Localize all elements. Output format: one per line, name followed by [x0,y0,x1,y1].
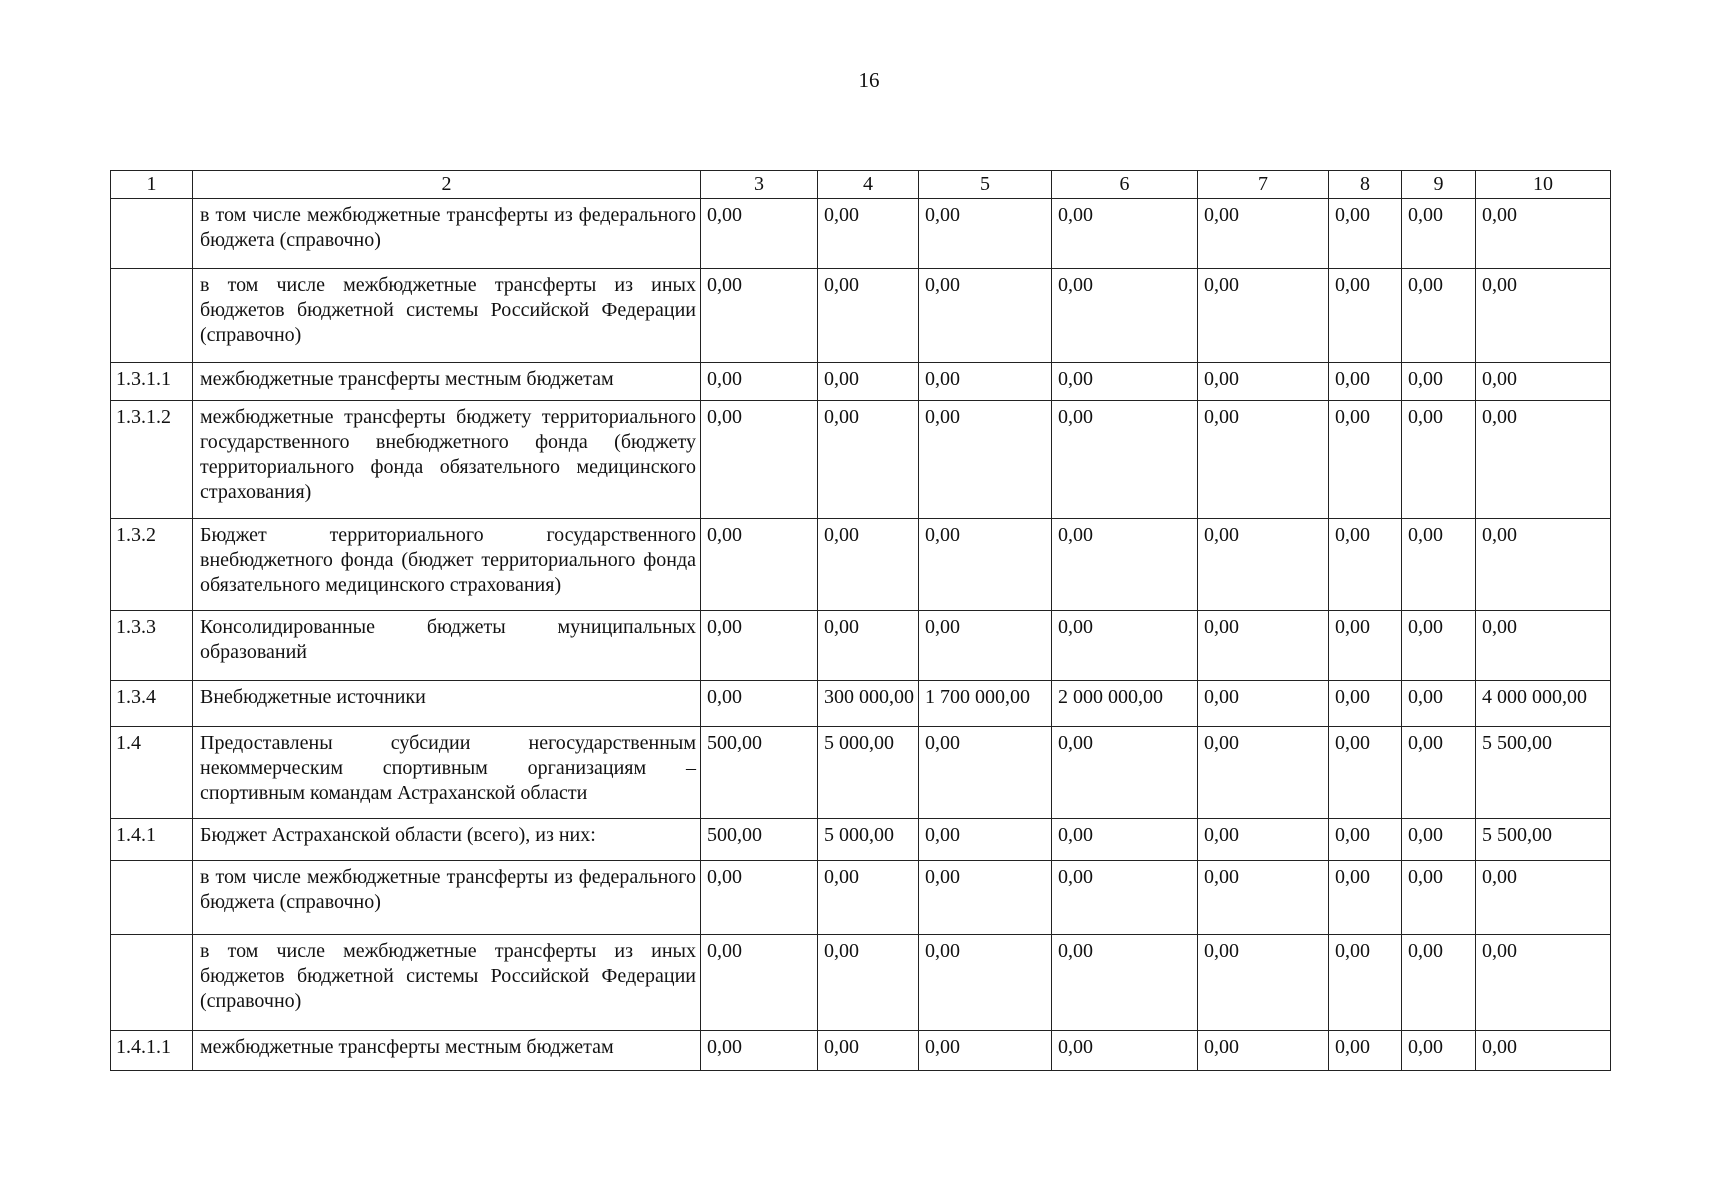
row-code: 1.4.1.1 [111,1031,193,1071]
row-value-col-8: 0,00 [1329,611,1402,681]
row-value-col-10: 0,00 [1476,269,1611,363]
column-header: 9 [1402,171,1476,199]
row-value-col-4: 5 000,00 [818,727,919,819]
row-value-col-8: 0,00 [1329,819,1402,861]
row-value-col-4: 0,00 [818,199,919,269]
row-value-col-7: 0,00 [1198,1031,1329,1071]
row-value-col-10: 0,00 [1476,1031,1611,1071]
table-header-row [111,171,1611,199]
row-value-col-8: 0,00 [1329,519,1402,611]
row-value-col-10: 4 000 000,00 [1476,681,1611,727]
table-row [111,681,1611,727]
row-value-col-9: 0,00 [1402,861,1476,935]
column-header: 1 [111,171,193,199]
row-name: Бюджет территориального государственного внебюджетного фонда (бюджет территориального фонда обязательного медицинского страхования) [193,519,701,611]
row-name: межбюджетные трансферты бюджету территориального государственного внебюджетного фонда (бюджету территориального фонда обязательного медицинского страхования) [193,401,701,519]
row-code: 1.3.2 [111,519,193,611]
table-row [111,727,1611,819]
row-value-col-5: 0,00 [919,611,1052,681]
row-value-col-9: 0,00 [1402,819,1476,861]
row-value-col-3: 500,00 [701,819,818,861]
row-value-col-9: 0,00 [1402,519,1476,611]
table-row [111,199,1611,269]
row-value-col-5: 0,00 [919,819,1052,861]
table-row [111,519,1611,611]
row-name: в том числе межбюджетные трансферты из федерального бюджета (справочно) [193,861,701,935]
row-value-col-4: 0,00 [818,1031,919,1071]
row-value-col-4: 0,00 [818,935,919,1031]
row-value-col-3: 0,00 [701,363,818,401]
row-value-col-10: 0,00 [1476,935,1611,1031]
row-value-col-5: 0,00 [919,363,1052,401]
column-header: 7 [1198,171,1329,199]
row-value-col-8: 0,00 [1329,935,1402,1031]
row-value-col-9: 0,00 [1402,681,1476,727]
row-value-col-6: 0,00 [1052,269,1198,363]
row-value-col-5: 0,00 [919,727,1052,819]
row-value-col-6: 0,00 [1052,1031,1198,1071]
table-row [111,861,1611,935]
row-name: межбюджетные трансферты местным бюджетам [193,1031,701,1071]
row-value-col-4: 0,00 [818,269,919,363]
row-value-col-6: 0,00 [1052,519,1198,611]
row-code [111,935,193,1031]
row-value-col-3: 0,00 [701,269,818,363]
row-value-col-10: 0,00 [1476,611,1611,681]
row-value-col-8: 0,00 [1329,269,1402,363]
row-value-col-9: 0,00 [1402,727,1476,819]
row-value-col-7: 0,00 [1198,269,1329,363]
column-header: 8 [1329,171,1402,199]
row-value-col-7: 0,00 [1198,861,1329,935]
row-value-col-10: 0,00 [1476,363,1611,401]
row-name: в том числе межбюджетные трансферты из иных бюджетов бюджетной системы Российской Федерации (справочно) [193,269,701,363]
row-code: 1.3.1.1 [111,363,193,401]
row-value-col-10: 0,00 [1476,861,1611,935]
row-value-col-5: 0,00 [919,199,1052,269]
row-value-col-3: 0,00 [701,401,818,519]
row-value-col-7: 0,00 [1198,819,1329,861]
page-number: 16 [858,68,880,92]
table-row [111,611,1611,681]
row-value-col-3: 0,00 [701,519,818,611]
row-value-col-10: 5 500,00 [1476,819,1611,861]
row-value-col-7: 0,00 [1198,519,1329,611]
row-value-col-3: 0,00 [701,199,818,269]
row-value-col-9: 0,00 [1402,199,1476,269]
row-code: 1.3.1.2 [111,401,193,519]
row-value-col-4: 0,00 [818,401,919,519]
row-value-col-8: 0,00 [1329,1031,1402,1071]
row-name: Предоставлены субсидии негосударственным некоммерческим спортивным организациям – спортивным командам Астраханской области [193,727,701,819]
column-header: 2 [193,171,701,199]
row-code: 1.3.3 [111,611,193,681]
row-value-col-3: 0,00 [701,1031,818,1071]
row-name: Консолидированные бюджеты муниципальных образований [193,611,701,681]
row-value-col-7: 0,00 [1198,611,1329,681]
row-value-col-9: 0,00 [1402,611,1476,681]
row-code: 1.3.4 [111,681,193,727]
row-value-col-9: 0,00 [1402,1031,1476,1071]
row-value-col-6: 0,00 [1052,861,1198,935]
row-value-col-10: 0,00 [1476,519,1611,611]
row-value-col-6: 0,00 [1052,363,1198,401]
column-header: 4 [818,171,919,199]
row-value-col-6: 0,00 [1052,727,1198,819]
row-value-col-6: 0,00 [1052,819,1198,861]
row-value-col-8: 0,00 [1329,363,1402,401]
row-name: Бюджет Астраханской области (всего), из них: [193,819,701,861]
row-value-col-4: 0,00 [818,611,919,681]
row-value-col-7: 0,00 [1198,363,1329,401]
row-value-col-9: 0,00 [1402,935,1476,1031]
row-value-col-5: 0,00 [919,519,1052,611]
row-value-col-3: 0,00 [701,611,818,681]
row-value-col-4: 0,00 [818,363,919,401]
row-value-col-8: 0,00 [1329,199,1402,269]
row-value-col-6: 0,00 [1052,401,1198,519]
row-code [111,861,193,935]
row-name: в том числе межбюджетные трансферты из иных бюджетов бюджетной системы Российской Федерации (справочно) [193,935,701,1031]
row-value-col-8: 0,00 [1329,727,1402,819]
row-value-col-7: 0,00 [1198,681,1329,727]
column-header: 6 [1052,171,1198,199]
row-value-col-3: 0,00 [701,681,818,727]
row-value-col-6: 0,00 [1052,935,1198,1031]
row-value-col-3: 0,00 [701,861,818,935]
table-row [111,819,1611,861]
table-row [111,363,1611,401]
row-value-col-8: 0,00 [1329,681,1402,727]
row-value-col-7: 0,00 [1198,935,1329,1031]
row-value-col-4: 0,00 [818,861,919,935]
table-row [111,269,1611,363]
row-name: межбюджетные трансферты местным бюджетам [193,363,701,401]
table-row [111,935,1611,1031]
row-value-col-3: 0,00 [701,935,818,1031]
row-value-col-6: 2 000 000,00 [1052,681,1198,727]
row-value-col-6: 0,00 [1052,611,1198,681]
row-name: Внебюджетные источники [193,681,701,727]
row-value-col-5: 0,00 [919,935,1052,1031]
row-value-col-7: 0,00 [1198,727,1329,819]
row-code: 1.4 [111,727,193,819]
column-header: 3 [701,171,818,199]
row-code [111,199,193,269]
table-body [111,199,1611,1071]
row-value-col-10: 5 500,00 [1476,727,1611,819]
column-header: 10 [1476,171,1611,199]
row-value-col-5: 0,00 [919,269,1052,363]
row-value-col-5: 1 700 000,00 [919,681,1052,727]
row-value-col-10: 0,00 [1476,199,1611,269]
row-value-col-8: 0,00 [1329,401,1402,519]
row-value-col-6: 0,00 [1052,199,1198,269]
row-value-col-7: 0,00 [1198,401,1329,519]
row-value-col-9: 0,00 [1402,269,1476,363]
row-value-col-7: 0,00 [1198,199,1329,269]
row-value-col-4: 5 000,00 [818,819,919,861]
budget-table [110,170,1611,1071]
row-name: в том числе межбюджетные трансферты из федерального бюджета (справочно) [193,199,701,269]
table-row [111,401,1611,519]
row-value-col-4: 0,00 [818,519,919,611]
row-value-col-5: 0,00 [919,1031,1052,1071]
row-value-col-5: 0,00 [919,401,1052,519]
column-header: 5 [919,171,1052,199]
row-value-col-10: 0,00 [1476,401,1611,519]
row-value-col-5: 0,00 [919,861,1052,935]
row-value-col-8: 0,00 [1329,861,1402,935]
row-value-col-3: 500,00 [701,727,818,819]
row-code: 1.4.1 [111,819,193,861]
row-code [111,269,193,363]
table-row [111,1031,1611,1071]
row-value-col-9: 0,00 [1402,401,1476,519]
row-value-col-4: 300 000,00 [818,681,919,727]
row-value-col-9: 0,00 [1402,363,1476,401]
